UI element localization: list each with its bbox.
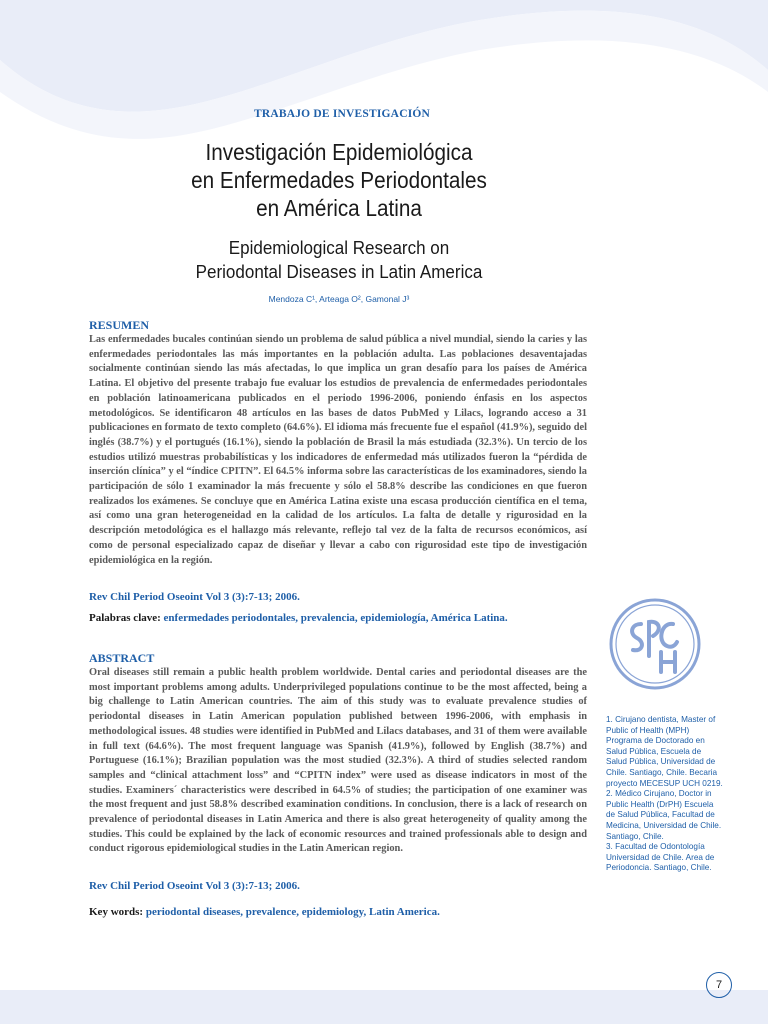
page-number: 7 bbox=[706, 972, 732, 998]
title-english bbox=[27, 236, 651, 284]
resumen-text: Las enfermedades bucales continúan siendo un problema de salud pública a nivel mundial, siendo la caries y las enfermedades periodontales las más importantes en la población adulta. Las poblaciones desaventajadas socialmente continúan siendo las más afectadas, lo que implica un gran desafío para los países de América Latina. El objetivo del presente trabajo fue evaluar los estudios de prevalencia de enfermedades periodontales en población latinoamericana publicados en el periodo 1996-2006, poniendo énfasis en los aspectos metodológicos. Se identificaron 48 artículos en las bases de datos PubMed y Lilacs, logrando acceso a 31 publicaciones en formato de texto completo (64.6%). El idioma más frecuente fue el español (41.9%), seguido del inglés (38.7%) y el portugués (16.1%), siendo la población de Brasil la más estudiada (32.3%). Un tercio de los estudios utilizó muestras probabilísticas y los indicadores de enfermedad más utilizados fueron la “pérdida de inserción clínica” y el “índice CPITN”. El 64.5% informa sobre las características de los examinadores, siendo la participación de sólo 1 examinador la más frecuente y sólo el 58.8% describe las condiciones en que fueron realizados los exámenes. Se concluye que en América Latina existe una escasa producción científica en el tema, así como una gran heterogeneidad en la calidad de los artículos. La falta de detalle y rigurosidad en la descripción metodológica es el hallazgo más relevante, reflejo tal vez de la falta de recursos económicos, así como de personal especializado capaz de diseñar y llevar a cabo con rigurosidad este tipo de investigación epidemiológica en la región. bbox=[89, 334, 587, 566]
title-english-line: Epidemiological Research on bbox=[228, 237, 450, 258]
author-affiliations bbox=[606, 715, 724, 874]
resumen-keywords bbox=[89, 612, 508, 624]
society-logo bbox=[609, 598, 701, 690]
title-spanish-line: Investigación Epidemiológica bbox=[205, 139, 473, 165]
abstract-citation: Rev Chil Period Oseoint Vol 3 (3):7-13; 2006. bbox=[89, 880, 300, 892]
affiliation-item: 3. Facultad de Odontología Universidad de Chile. Area de Periodoncia. Santiago, Chile. bbox=[606, 842, 715, 873]
resumen-citation: Rev Chil Period Oseoint Vol 3 (3):7-13; 2006. bbox=[89, 591, 300, 603]
keywords-values: periodontal diseases, prevalence, epidemiology, Latin America. bbox=[145, 906, 440, 918]
keywords-values: enfermedades periodontales, prevalencia, epidemiología, América Latina. bbox=[163, 612, 508, 624]
affiliation-item: 1. Cirujano dentista, Master of Public of Health (MPH) Programa de Doctorado en Salud Pública, Escuela de Salud Pública, Universidad de Chile. Santiago, Chile. Becaria proyecto MECESUP UCH 0219. bbox=[606, 715, 723, 788]
title-spanish-line: en América Latina bbox=[256, 195, 422, 221]
affiliation-item: 2. Médico Cirujano, Doctor in Public Health (DrPH) Escuela de Salud Pública, Facultad de Medicina, Universidad de Chile. Santiago, Chile. bbox=[606, 789, 722, 841]
abstract-keywords bbox=[89, 906, 440, 918]
title-spanish bbox=[34, 138, 644, 222]
resumen-heading: RESUMEN bbox=[89, 318, 150, 332]
abstract-text: Oral diseases still remain a public health problem worldwide. Dental caries and periodontal diseases are the most important problems among adults. Underprivileged populations continue to be the most affected, being a big challenge to Latin American countries. The aim of this study was to evaluate prevalence studies of periodontal diseases in Latin American population published between 1996-2006, with emphasis in methodological issues. 48 studies were identified in PubMed and Lilacs databases, and 31 of them were available in full text (64.6%). The most frequent language was Spanish (41.9%), followed by English (38.7%) and Portuguese (16.1%); Brazilian population was the most studied (32.3%). A third of studies selected random samples and “clinical attachment loss” and “CPITN index” were used as disease indicators in most of the studies. Examiners´ characteristics were described in 64.5% of studies; the participation of one examiner was the most frequent and just 58.8% described examination conditions. In conclusion, there is a lack of research on prevalence of periodontal diseases in Latin America and there is also great heterogeneity of quality among the studies. This could be explained by the lack of economic resources and trained professionals able to design and conduct rigorous epidemiological studies in the Latin American region. bbox=[89, 667, 587, 855]
abstract-heading: ABSTRACT bbox=[89, 651, 155, 665]
keywords-label: Key words: bbox=[89, 906, 144, 918]
title-english-line: Periodontal Diseases in Latin America bbox=[195, 261, 483, 282]
authors: Mendoza C¹, Arteaga O², Gamonal J³ bbox=[268, 294, 410, 304]
keywords-label: Palabras clave: bbox=[89, 612, 161, 624]
title-spanish-line: en Enfermedades Periodontales bbox=[191, 167, 487, 193]
section-tag: TRABAJO DE INVESTIGACIÓN bbox=[253, 108, 431, 120]
